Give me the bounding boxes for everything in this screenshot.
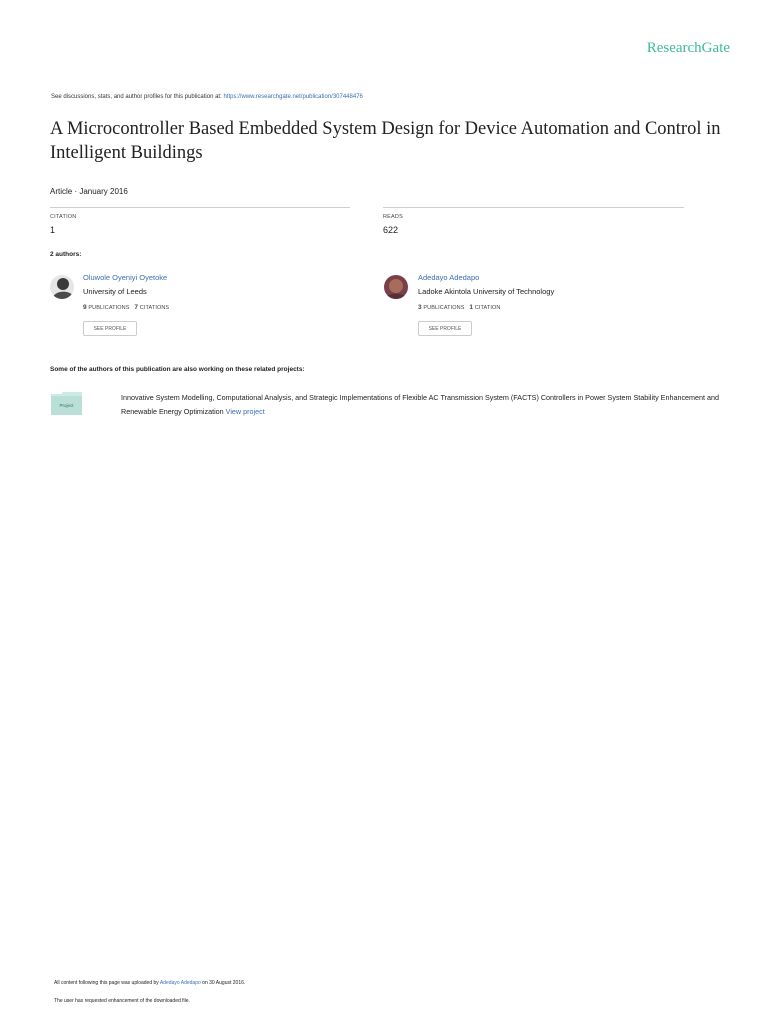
authors-heading: 2 authors: xyxy=(50,251,82,258)
publications-label: PUBLICATIONS xyxy=(88,305,130,311)
upload-note xyxy=(54,980,245,986)
citations-count: 7 xyxy=(134,304,139,311)
author-stats xyxy=(83,304,169,311)
project-description xyxy=(121,391,721,419)
publication-url-link[interactable]: https://www.researchgate.net/publication/307448476 xyxy=(223,94,363,100)
project-title: Innovative System Modelling, Computational Analysis, and Strategic Implementations of Flexible AC Transmission System (FACTS) Controllers in Power System Stability Enhancement and Renewable Energy Optimization xyxy=(121,393,720,416)
author-avatar[interactable] xyxy=(384,275,408,299)
publications-count: 3 xyxy=(418,304,422,311)
related-projects-heading: Some of the authors of this publication are also working on these related projects: xyxy=(50,366,305,373)
upload-suffix: on 30 August 2016. xyxy=(200,980,246,986)
discussion-text: See discussions, stats, and author profiles for this publication at: xyxy=(51,94,224,100)
publications-count: 9 xyxy=(83,304,87,311)
project-folder-icon[interactable] xyxy=(51,392,82,415)
publication-meta: Article · January 2016 xyxy=(50,187,128,196)
author-name-link[interactable]: Adedayo Adedapo xyxy=(418,273,480,282)
see-profile-button[interactable]: SEE PROFILE xyxy=(83,321,137,336)
project-icon-label: Project xyxy=(59,403,74,408)
citations-label: CITATION xyxy=(474,305,501,311)
divider-right xyxy=(383,207,684,208)
reads-value: 622 xyxy=(383,225,399,235)
citations-value: 1 xyxy=(50,225,56,235)
publications-label: PUBLICATIONS xyxy=(423,305,465,311)
publication-title: A Microcontroller Based Embedded System Design for Device Automation and Control in Intelligent Buildings xyxy=(50,119,721,163)
author-institution: University of Leeds xyxy=(83,287,147,296)
author-stats xyxy=(418,304,500,311)
citations-label: CITATION xyxy=(50,214,77,220)
divider-left xyxy=(50,207,350,208)
upload-prefix: All content following this page was uploaded by xyxy=(54,980,160,986)
author-name-link[interactable]: Oluwole Oyeniyi Oyetoke xyxy=(83,273,168,282)
author-avatar[interactable] xyxy=(50,275,74,299)
enhancement-note: The user has requested enhancement of the downloaded file. xyxy=(54,998,190,1004)
researchgate-logo[interactable]: ResearchGate xyxy=(646,40,730,56)
see-profile-button[interactable]: SEE PROFILE xyxy=(418,321,472,336)
citations-label: CITATIONS xyxy=(139,305,170,311)
citations-count: 1 xyxy=(469,304,474,311)
uploader-link[interactable]: Adedayo Adedapo xyxy=(159,980,201,986)
discussion-line xyxy=(51,94,363,100)
reads-label: READS xyxy=(383,214,403,220)
author-institution: Ladoke Akintola University of Technology xyxy=(418,287,555,296)
author-photo-icon xyxy=(384,275,408,299)
folder-icon xyxy=(51,392,82,415)
author-photo-icon xyxy=(50,275,74,299)
view-project-link[interactable]: View project xyxy=(225,407,265,416)
